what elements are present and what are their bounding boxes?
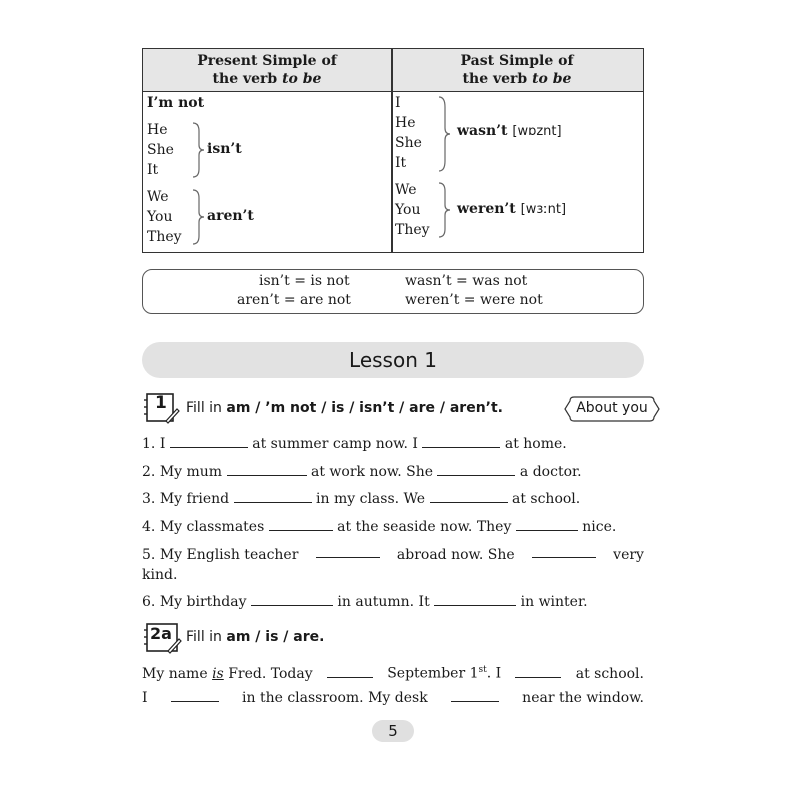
about-you-label: About you [576, 400, 648, 416]
brace-icon [191, 121, 205, 179]
answer-blank[interactable] [269, 518, 333, 531]
isnt-label: isn’t [207, 141, 242, 157]
exercise1-number: 1 [155, 393, 167, 413]
past-header [393, 52, 641, 88]
answer-blank[interactable] [170, 435, 248, 448]
list-item: 4. My classmates at the seaside now. They nice. [142, 519, 617, 535]
answer-blank[interactable] [451, 689, 499, 702]
brace-icon [191, 188, 205, 246]
answer-blank[interactable] [422, 435, 500, 448]
example-answer: is [212, 665, 224, 682]
list-item: My name is Fred. Today September 1st. I at school. [142, 665, 644, 682]
answer-blank[interactable] [437, 463, 515, 476]
pronoun-group-we: We You They [147, 189, 182, 245]
pronoun-group-he: He She It [147, 122, 174, 178]
wasnt-label: wasn’t [wɒznt] [457, 123, 562, 139]
contraction-arent: aren’t = are not [237, 292, 351, 308]
grammar-table [142, 48, 644, 253]
list-item: 1. I at summer camp now. I at home. [142, 436, 567, 452]
answer-blank[interactable] [327, 665, 373, 678]
answer-blank[interactable] [316, 545, 380, 558]
answer-blank[interactable] [532, 545, 596, 558]
im-not-label: I’m not [147, 95, 205, 111]
contraction-wasnt: wasn’t = was not [405, 273, 528, 289]
list-item: 2. My mum at work now. She a doctor. [142, 464, 582, 480]
answer-blank[interactable] [515, 665, 561, 678]
arent-label: aren’t [207, 208, 254, 224]
list-item: 3. My friend in my class. We at school. [142, 491, 581, 507]
lesson-title: Lesson 1 [142, 342, 644, 378]
answer-blank[interactable] [516, 518, 578, 531]
list-item: I in the classroom. My desk near the window. [142, 690, 644, 706]
answer-blank[interactable] [434, 593, 516, 606]
past-pronoun-group-we: We You They [395, 182, 430, 238]
answer-blank[interactable] [251, 593, 333, 606]
answer-blank[interactable] [171, 689, 219, 702]
answer-blank[interactable] [234, 490, 312, 503]
past-header-line2: the verb to be [462, 71, 572, 87]
page-number: 5 [372, 720, 414, 742]
contraction-werent: weren’t = were not [405, 292, 543, 308]
contraction-isnt: isn’t = is not [259, 273, 350, 289]
brace-icon [437, 181, 451, 239]
contractions-box [142, 269, 644, 314]
list-item: 6. My birthday in autumn. It in winter. [142, 594, 588, 610]
present-header [143, 52, 391, 88]
werent-phonetic: [wɜːnt] [520, 202, 567, 217]
answer-blank[interactable] [430, 490, 508, 503]
list-item: 5. My English teacher abroad now. She very kind. [142, 547, 644, 583]
brace-icon [437, 95, 451, 173]
past-pronoun-group-i: I He She It [395, 95, 422, 171]
exercise2-number: 2a [150, 624, 172, 643]
exercise2-instruction: Fill in am / is / are. [186, 629, 325, 645]
present-header-line2: the verb to be [212, 71, 322, 87]
werent-label: weren’t [wɜːnt] [457, 201, 567, 217]
answer-blank[interactable] [227, 463, 307, 476]
past-header-line1: Past Simple of [460, 53, 574, 69]
present-header-line1: Present Simple of [197, 53, 337, 69]
exercise1-instruction: Fill in am / ’m not / is / isn’t / are / aren’t. [186, 400, 504, 416]
wasnt-phonetic: [wɒznt] [512, 124, 562, 139]
